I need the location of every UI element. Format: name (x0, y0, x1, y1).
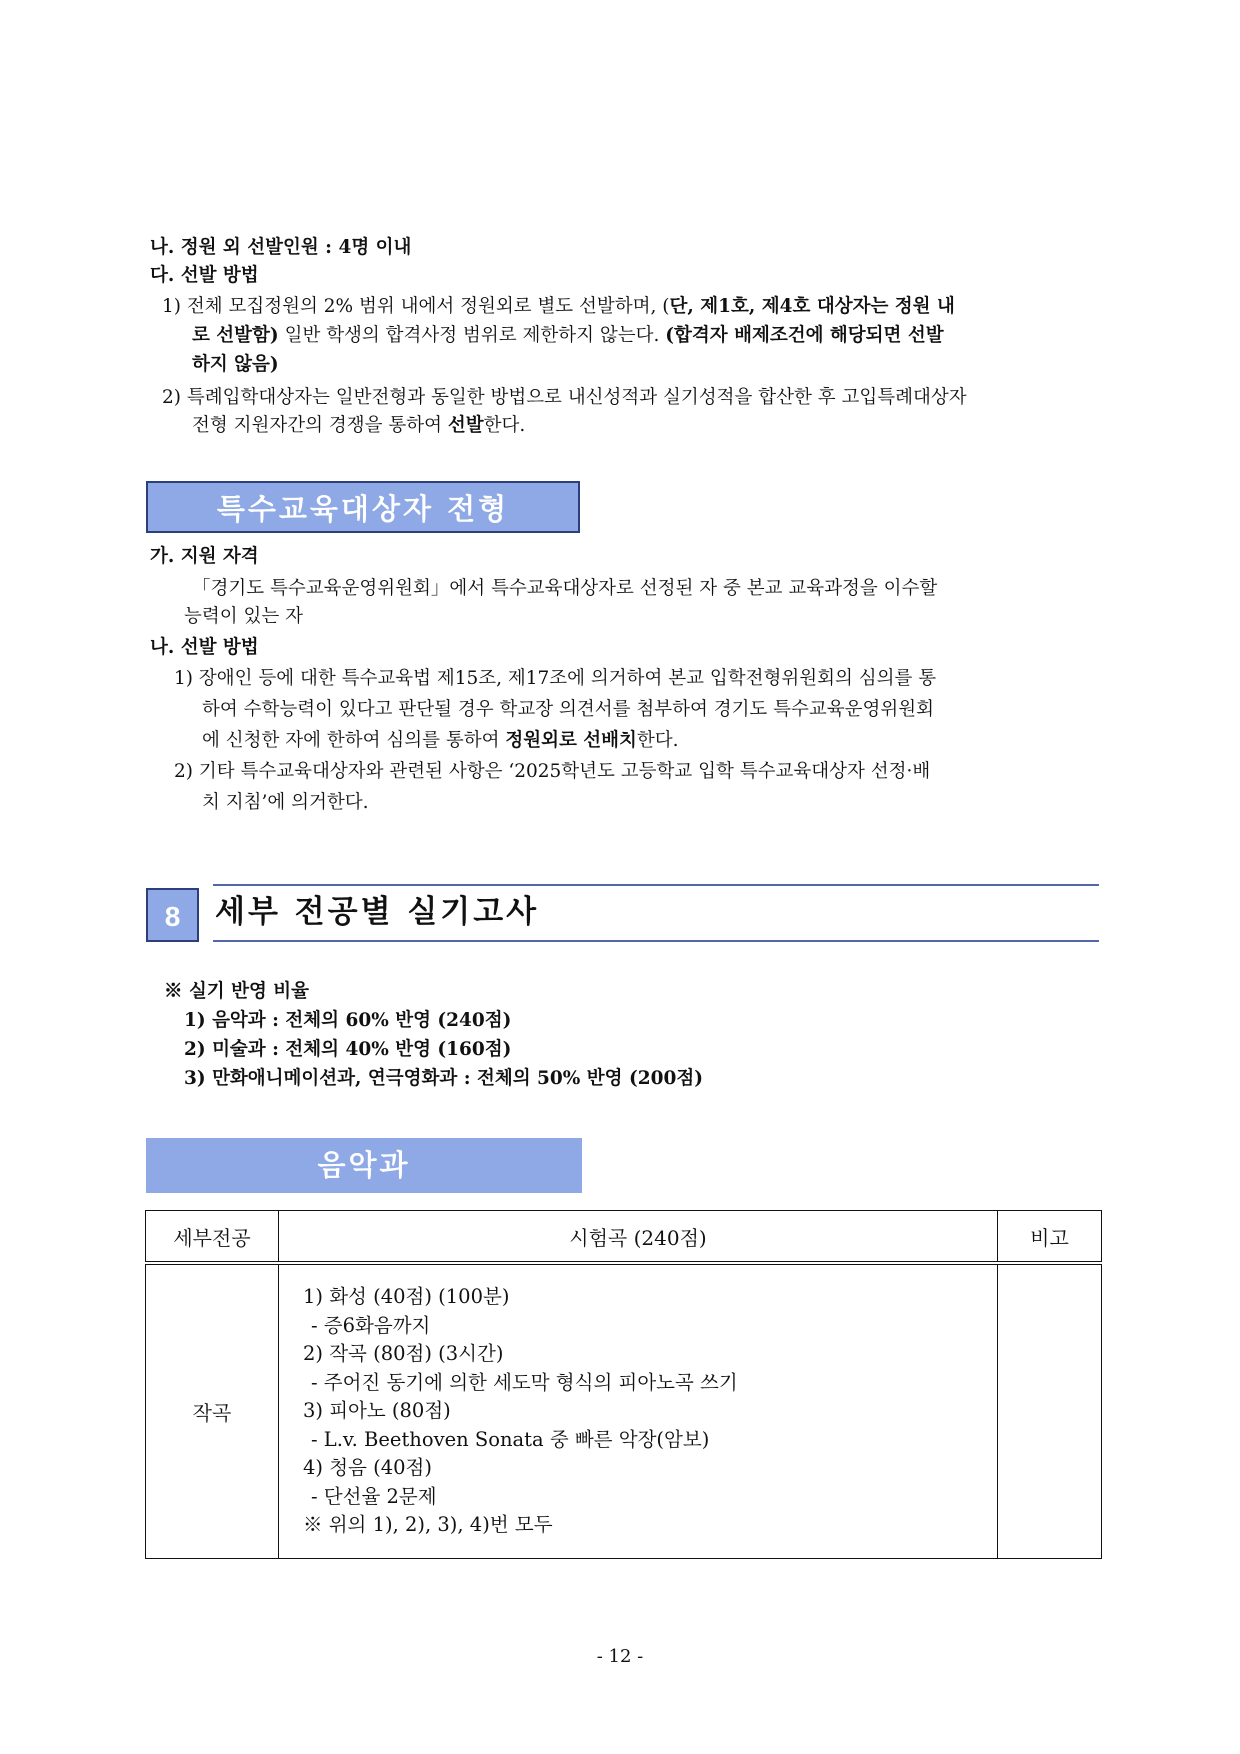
ratio-music: 1) 음악과 : 전체의 60% 반영 (240점) (184, 1010, 512, 1031)
section-number-badge: 8 (146, 888, 199, 942)
header-remarks: 비고 (998, 1211, 1102, 1264)
selection-method-1-line3: 하지 않음) (192, 354, 279, 375)
major-composition: 작곡 (146, 1263, 279, 1558)
composition-requirements (279, 1263, 998, 1558)
special-education-banner: 특수교육대상자 전형 (146, 481, 580, 533)
req-line: ※ 위의 1), 2), 3), 4)번 모두 (303, 1513, 553, 1536)
req-line: - 단선율 2문제 (311, 1484, 437, 1508)
special-method-1-line2: 하여 수학능력이 있다고 판단될 경우 학교장 의견서를 첨부하여 경기도 특수교육운영위원회 (202, 699, 935, 720)
req-line: 4) 청음 (40점) (303, 1456, 432, 1479)
selection-method-2-line2: 전형 지원자간의 경쟁을 통하여 선발한다. (192, 415, 526, 436)
music-exam-table (145, 1210, 1102, 1559)
table-header-row (146, 1211, 1102, 1264)
eligibility-heading: 가. 지원 자격 (150, 546, 259, 567)
special-selection-heading: 나. 선발 방법 (150, 637, 259, 658)
selection-method-1-line2: 로 선발함) 일반 학생의 합격사정 범위로 제한하지 않는다. (합격자 배제조건에 해당되면 선발 (192, 325, 944, 346)
selection-method-2-line1: 2) 특례입학대상자는 일반전형과 동일한 방법으로 내신성적과 실기성적을 합산한 후 고입특례대상자 (162, 387, 967, 408)
eligibility-text-line2: 능력이 있는 자 (184, 606, 303, 627)
req-line: 3) 피아노 (80점) (303, 1399, 451, 1422)
req-line: 2) 작곡 (80점) (3시간) (303, 1342, 504, 1365)
special-method-1-line1: 1) 장애인 등에 대한 특수교육법 제15조, 제17조에 의거하여 본교 입학전형위원회의 심의를 통 (174, 668, 937, 689)
req-line: - L.v. Beethoven Sonata 중 빠른 악장(암보) (311, 1427, 710, 1451)
header-pieces: 시험곡 (240점) (279, 1211, 998, 1264)
ratio-animation-drama: 3) 만화애니메이션과, 연극영화과 : 전체의 50% 반영 (200점) (184, 1068, 703, 1089)
header-major: 세부전공 (146, 1211, 279, 1264)
req-line: 1) 화성 (40점) (100분) (303, 1285, 510, 1308)
music-department-banner: 음악과 (146, 1138, 582, 1193)
eligibility-text-line1: 「경기도 특수교육운영위원회」에서 특수교육대상자로 선정된 자 중 본교 교육과정을 이수할 (192, 578, 938, 599)
selection-method-1-line1: 1) 전체 모집정원의 2% 범위 내에서 정원외로 별도 선발하며, (단, 제1호, 제4호 대상자는 정원 내 (162, 296, 955, 317)
quota-limit: 나. 정원 외 선발인원 : 4명 이내 (150, 237, 412, 258)
req-line: - 증6화음까지 (311, 1313, 431, 1337)
section-title: 세부 전공별 실기고사 (213, 884, 1099, 942)
req-line: - 주어진 동기에 의한 세도막 형식의 피아노곡 쓰기 (311, 1370, 738, 1394)
selection-method-heading: 다. 선발 방법 (150, 265, 259, 286)
special-method-2-line2: 치 지침’에 의거한다. (202, 792, 369, 813)
special-method-2-line1: 2) 기타 특수교육대상자와 관련된 사항은 ‘2025학년도 고등학교 입학 특수교육대상자 선정·배 (174, 761, 931, 782)
reflection-ratio-note: ※ 실기 반영 비율 (164, 981, 310, 1002)
table-row (146, 1263, 1102, 1558)
ratio-art: 2) 미술과 : 전체의 40% 반영 (160점) (184, 1039, 512, 1060)
page-number: - 12 - (596, 1646, 644, 1667)
special-method-1-line3: 에 신청한 자에 한하여 심의를 통하여 정원외로 선배치한다. (202, 730, 679, 751)
remarks-cell (998, 1263, 1102, 1558)
